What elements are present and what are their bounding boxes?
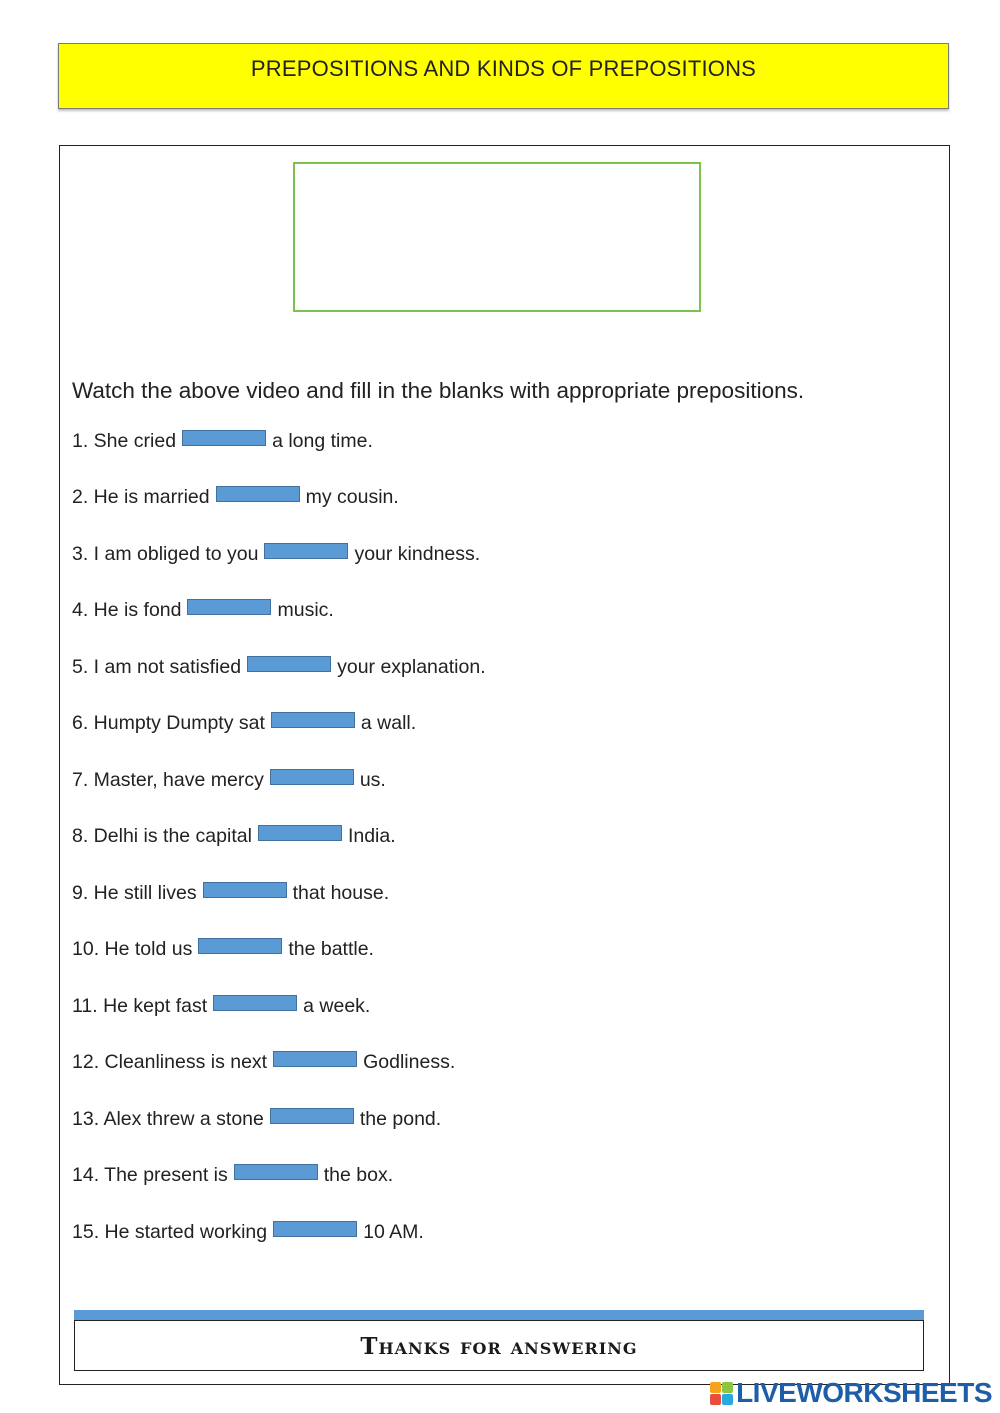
question-prefix: 4. He is fond	[72, 598, 182, 621]
question-suffix: my cousin.	[305, 485, 399, 508]
question-prefix: 13. Alex threw a stone	[72, 1107, 264, 1130]
question-suffix: the pond.	[359, 1107, 442, 1130]
question-prefix: 10. He told us	[72, 937, 193, 960]
question-row	[72, 1048, 455, 1076]
question-row	[72, 1105, 441, 1133]
video-embed[interactable]	[293, 162, 701, 312]
question-suffix: a wall.	[360, 711, 417, 734]
question-suffix: the battle.	[288, 937, 374, 960]
question-row	[72, 1161, 393, 1189]
question-suffix: Godliness.	[363, 1050, 456, 1073]
question-suffix: music.	[277, 598, 334, 621]
question-prefix: 2. He is married	[72, 485, 210, 508]
question-prefix: 12. Cleanliness is next	[72, 1050, 268, 1073]
question-prefix: 6. Humpty Dumpty sat	[72, 711, 265, 734]
answer-blank[interactable]	[273, 1221, 357, 1237]
answer-blank[interactable]	[187, 599, 271, 615]
question-suffix: that house.	[292, 881, 390, 904]
question-row	[72, 427, 373, 455]
answer-blank[interactable]	[203, 882, 287, 898]
question-row	[72, 992, 370, 1020]
question-prefix: 5. I am not satisfied	[72, 655, 242, 678]
question-row	[72, 1218, 424, 1246]
question-suffix: India.	[347, 824, 396, 847]
answer-blank[interactable]	[264, 543, 348, 559]
answer-blank[interactable]	[213, 995, 297, 1011]
question-suffix: your kindness.	[354, 542, 481, 565]
title-banner	[58, 43, 949, 109]
brand-logo[interactable]	[710, 1378, 992, 1408]
brand-name: LIVEWORKSHEETS	[736, 1377, 992, 1408]
question-prefix: 3. I am obliged to you	[72, 542, 259, 565]
answer-blank[interactable]	[198, 938, 282, 954]
question-suffix: 10 AM.	[363, 1220, 424, 1243]
answer-blank[interactable]	[270, 769, 354, 785]
question-suffix: us.	[359, 768, 386, 791]
question-suffix: a week.	[303, 994, 371, 1017]
question-prefix: 1. She cried	[72, 429, 177, 452]
question-prefix: 11. He kept fast	[72, 994, 208, 1017]
answer-blank[interactable]	[258, 825, 342, 841]
question-prefix: 14. The present is	[72, 1163, 228, 1186]
question-row	[72, 596, 334, 624]
footer-box	[74, 1320, 924, 1371]
instruction-text: Watch the above video and fill in the blanks with appropriate prepositions.	[72, 378, 805, 403]
question-row	[72, 766, 386, 794]
question-suffix: your explanation.	[337, 655, 486, 678]
question-suffix: the box.	[323, 1163, 394, 1186]
answer-blank[interactable]	[271, 712, 355, 728]
question-row	[72, 709, 416, 737]
answer-blank[interactable]	[182, 430, 266, 446]
answer-blank[interactable]	[270, 1108, 354, 1124]
question-row	[72, 653, 486, 681]
footer-stripe	[74, 1310, 924, 1320]
question-row	[72, 822, 396, 850]
question-prefix: 9. He still lives	[72, 881, 197, 904]
question-row	[72, 879, 389, 907]
answer-blank[interactable]	[247, 656, 331, 672]
question-row	[72, 935, 374, 963]
answer-blank[interactable]	[234, 1164, 318, 1180]
brand-grid-icon	[710, 1382, 733, 1405]
question-row	[72, 540, 480, 568]
page-title: PREPOSITIONS AND KINDS OF PREPOSITIONS	[250, 56, 757, 81]
question-prefix: 15. He started working	[72, 1220, 268, 1243]
question-prefix: 8. Delhi is the capital	[72, 824, 252, 847]
question-prefix: 7. Master, have mercy	[72, 768, 264, 791]
answer-blank[interactable]	[216, 486, 300, 502]
footer-text: Thanks for answering	[360, 1333, 638, 1360]
question-row	[72, 483, 399, 511]
question-suffix: a long time.	[272, 429, 373, 452]
worksheet-frame	[59, 145, 950, 1385]
answer-blank[interactable]	[273, 1051, 357, 1067]
